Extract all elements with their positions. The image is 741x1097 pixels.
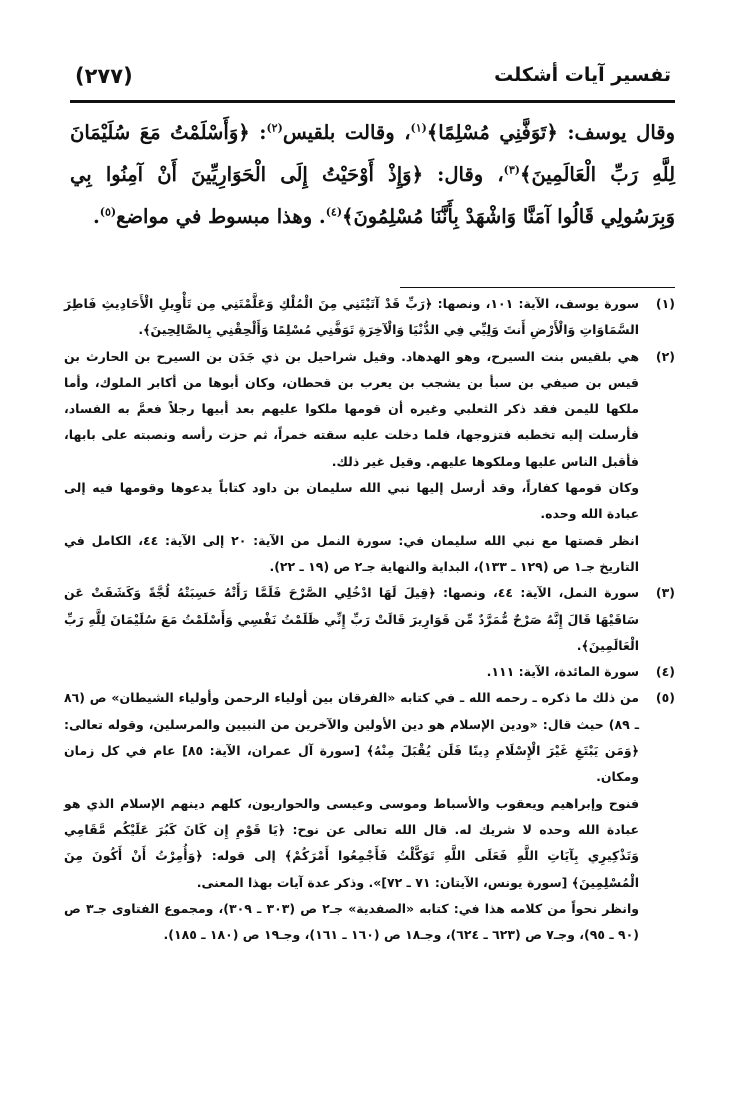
- main-text-segment: :: [249, 121, 267, 144]
- footnote-text: من ذلك ما ذكره ـ رحمه الله ـ في كتابه «الفرقان بين أولياء الرحمن وأولياء الشيطان» ص (٨٦ ـ ٨٩) حيث قال: «ودين الإسلام هو دين الأولين والآخرين من النبيين والمرسلين، وقوله تعالى: ﴿وَمَن يَبْتَغِ غَيْرَ الْإِسْلَامِ دِينًا فَلَن يُقْبَلَ مِنْهُ﴾ [سورة آل عمران، الآية: ٨٥] عام في كل زمان ومكان.: [64, 690, 640, 785]
- footnote-4: [64, 659, 675, 685]
- footnote-ref: (٥): [99, 205, 117, 219]
- footnote-body: [64, 344, 639, 581]
- footnote-number: (٥): [655, 690, 675, 706]
- main-text-segment: .: [92, 205, 100, 228]
- main-text-segment: ، وقالت بلقيس: [282, 121, 411, 144]
- main-text-segment: . وهذا مبسوط في مواضع: [116, 205, 326, 228]
- footnote-text: سورة يوسف، الآية: ١٠١، ونصها: ﴿رَبِّ قَدْ آتَيْتَنِي مِنَ الْمُلْكِ وَعَلَّمْتَنِي مِن تَأْوِيلِ الْأَحَادِيثِ فَاطِرَ السَّمَاوَاتِ وَالْأَرْضِ أَنتَ وَلِيِّي فِي الدُّنْيَا وَالْآخِرَةِ تَوَفَّنِي مُسْلِمًا وَأَلْحِقْنِي بِالصَّالِحِينَ﴾.: [64, 296, 639, 338]
- footnote-1: [64, 291, 675, 344]
- footnote-body: [64, 685, 639, 948]
- footnote-body: [64, 659, 639, 685]
- quran-verse: ﴿تَوَفَّنِي مُسْلِمًا﴾: [426, 121, 558, 144]
- footnote-number: (٢): [655, 348, 675, 364]
- footnote-2: [64, 344, 675, 581]
- footnote-text: سورة النمل، الآية: ٤٤، ونصها: ﴿قِيلَ لَهَا ادْخُلِي الصَّرْحَ فَلَمَّا رَأَتْهُ حَسِبَتْهُ لُجَّةً وَكَشَفَتْ عَن سَاقَيْهَا قَالَ إِنَّهُ صَرْحٌ مُّمَرَّدٌ مِّن قَوَارِيرَ قَالَتْ رَبِّ إِنِّي ظَلَمْتُ نَفْسِي وَأَسْلَمْتُ مَعَ سُلَيْمَانَ لِلَّهِ رَبِّ الْعَالَمِينَ﴾.: [64, 585, 639, 653]
- footnote-3: [64, 580, 675, 659]
- footnote-ref: (١): [410, 121, 427, 135]
- footnote-5: [64, 685, 675, 948]
- quran-verse: ﴿وَإِذْ أَوْحَيْتُ إِلَى الْحَوَارِيِّينَ أَنْ آمِنُوا بِي وَبِرَسُولِي قَالُوا آمَنَّا وَاشْهَدْ بِأَنَّنَا مُسْلِمُونَ﴾: [70, 163, 675, 228]
- main-text-segment: وقال يوسف:: [557, 121, 675, 144]
- footnote-number: (٤): [655, 664, 675, 680]
- header-rule: [70, 100, 675, 103]
- footnote-text: وانظر نحواً من كلامه هذا في: كتابه «الصفدية» جـ٢ ص (٣٠٣ ـ ٣٠٩)، ومجموع الفتاوى جـ٣ ص (٩٠ ـ ٩٥)، وجـ٧ ص (٦٢٣ ـ ٦٢٤)، وجـ١٨ ص (١٦٠ ـ ١٦١)، وجـ١٩ ص (١٨٠ ـ ١٨٥).: [64, 900, 639, 943]
- quran-verse: ﴿وَأَسْلَمْتُ مَعَ سُلَيْمَانَ لِلَّهِ رَبِّ الْعَالَمِينَ﴾: [70, 121, 676, 186]
- footnote-text: فنوح وإبراهيم ويعقوب والأسباط وموسى وعيسى والحواريون، كلهم دينهم الإسلام الذي هو عبادة الله وحده لا شريك له. قال الله تعالى عن نوح: ﴿يَا قَوْمِ إِن كَانَ كَبُرَ عَلَيْكُم مَّقَامِي وَتَذْكِيرِي بِآيَاتِ اللَّهِ فَعَلَى اللَّهِ تَوَكَّلْتُ فَأَجْمِعُوا أَمْرَكُمْ﴾ إلى قوله: ﴿وَأُمِرْتُ أَنْ أَكُونَ مِنَ الْمُسْلِمِينَ﴾ [سورة يونس، الآيتان: ٧١ ـ ٧٢]». وذكر عدة آيات بهذا المعنى.: [64, 795, 639, 890]
- footnote-body: [64, 291, 639, 344]
- footnotes: [64, 291, 675, 948]
- footnote-text: هي بلقيس بنت السيرح، وهو الهدهاد. وقيل شراحيل بن ذي جَدَن بن السيرح بن الحارث بن قيس بن صيفي بن سبأ بن يشجب بن يعرب بن قحطان، وكان أبوها من أكابر الملوك، وأما ملكها لليمن فقد ذكر الثعلبي وغيره أن قومها ملكوا عليهم بعد أبيها رجلاً فعمَّ به الفساد، فأرسلت إليه تخطبه فتزوجها، فلما دخلت عليه سقته خمراً، ثم حزت رأسه ونصبته على بابها، فأقبل الناس عليها وملكوها عليهم. وقيل غير ذلك.: [64, 348, 639, 469]
- main-paragraph: [70, 112, 675, 238]
- footnote-body: [64, 580, 639, 659]
- footnote-text: وكان قومها كفاراً، وقد أرسل إليها نبي الله سليمان بن داود كتاباً يدعوها وقومها فيه إلى عبادة الله وحده.: [64, 480, 639, 522]
- main-text: [70, 112, 675, 238]
- footnote-ref: (٣): [503, 163, 521, 177]
- footnote-ref: (٢): [266, 121, 283, 135]
- page-header: [75, 58, 671, 98]
- running-title: تفسير آيات أشكلت: [494, 64, 671, 86]
- footnote-number: (١): [655, 296, 675, 311]
- footnote-number: (٣): [655, 585, 675, 601]
- footnote-text: سورة المائدة، الآية: ١١١.: [486, 664, 639, 680]
- main-text-segment: ، وقال:: [423, 163, 504, 186]
- page-number: (٢٧٧): [75, 64, 133, 88]
- footnote-separator: [400, 287, 675, 288]
- footnote-text: انظر قصتها مع نبي الله سليمان في: سورة النمل من الآية: ٢٠ إلى الآية: ٤٤، الكامل في التاريخ جـ١ ص (١٢٩ ـ ١٣٣)، البداية والنهاية جـ٢ ص (١٩ ـ ٢٢).: [64, 532, 640, 574]
- footnote-ref: (٤): [325, 205, 343, 219]
